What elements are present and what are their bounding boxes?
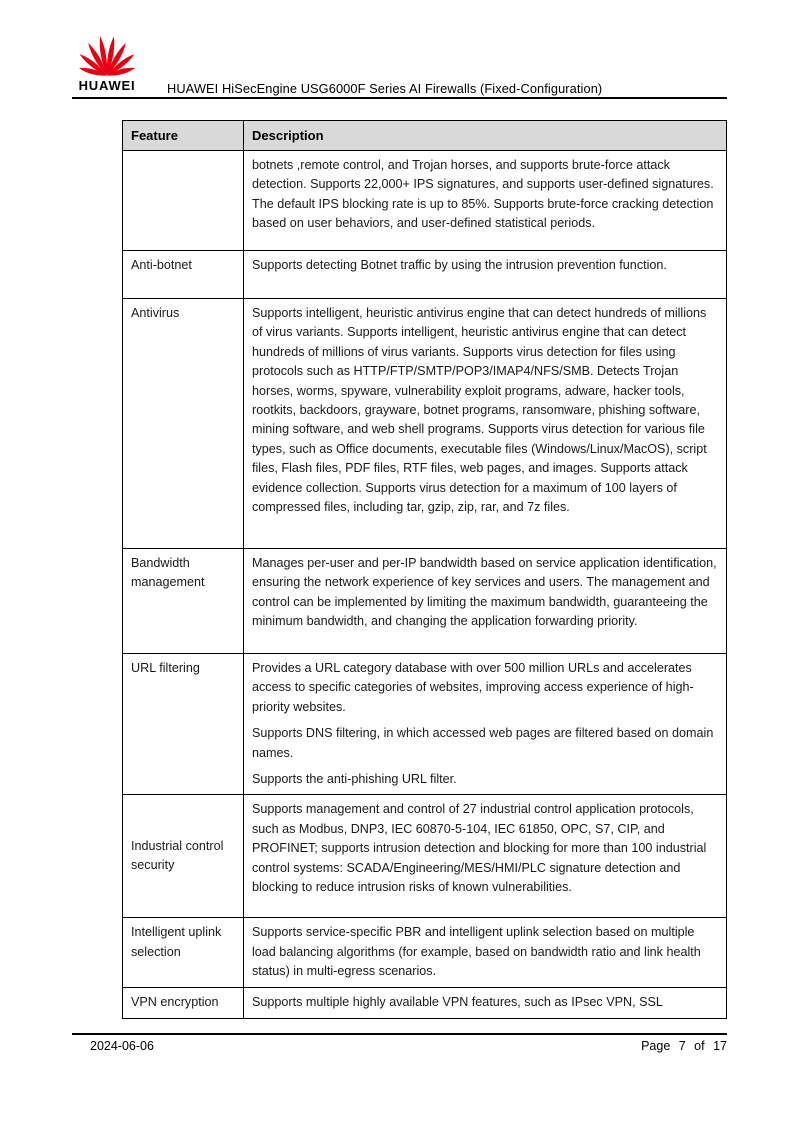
huawei-logo bbox=[75, 33, 139, 92]
feature-cell: Industrial control security bbox=[123, 795, 244, 918]
description-paragraph: Provides a URL category database with over 500 million URLs and accelerates access to specific categories of websites, improving access experience of high-priority websites. bbox=[252, 661, 694, 714]
feature-cell: Anti-botnet bbox=[123, 251, 244, 299]
huawei-logo-text: HUAWEI bbox=[78, 78, 136, 93]
table-body bbox=[123, 151, 727, 1019]
description-cell bbox=[244, 795, 727, 918]
table-row bbox=[123, 795, 727, 918]
table-row bbox=[123, 251, 727, 299]
footer-page-number: Page 7 of 17 bbox=[641, 1039, 727, 1053]
table-row bbox=[123, 549, 727, 654]
description-cell bbox=[244, 654, 727, 795]
description-paragraph: botnets ,remote control, and Trojan horses, and supports brute-force attack detection. Supports 22,000+ IPS signatures, and supports user-defined signatures. The default IPS blocking rate is up to 85%. Supports brute-force cracking detection based on user behaviors, and user-defined statistical periods. bbox=[252, 158, 714, 231]
description-paragraph: Supports multiple highly available VPN features, such as IPsec VPN, SSL bbox=[252, 994, 663, 1009]
description-paragraph: Supports intelligent, heuristic antivirus engine that can detect hundreds of millions of virus variants. Supports intelligent, heuristic antivirus engine that can detect hundreds of millions of virus variants. Supports virus detection for files using protocols such as HTTP/FTP/SMTP/POP3/IMAP4/NFS/SMB. Detects Trojan horses, worms, spyware, vulnerability exploit programs, adware, hacker tools, rootkits, backdoors, grayware, botnet programs, ransomware, phishing software, mining software, and web shell programs. Supports virus detection for various file types, such as Office documents, executable files (Windows/Linux/MacOS), script files, Flash files, PDF files, RTF files, web pages, and images. Supports attack evidence collection. Supports virus detection for a maximum of 100 layers of compressed files, including tar, gzip, zip, rar, and 7z files. bbox=[252, 306, 707, 515]
description-cell bbox=[244, 918, 727, 987]
feature-cell bbox=[123, 151, 244, 251]
table-row bbox=[123, 151, 727, 251]
column-header-description: Description bbox=[244, 121, 727, 151]
feature-cell: Intelligent uplink selection bbox=[123, 918, 244, 987]
huawei-flower-icon bbox=[75, 33, 139, 79]
description-paragraph: Supports DNS filtering, in which accessed web pages are filtered based on domain names. bbox=[252, 726, 714, 760]
description-paragraph: Supports service-specific PBR and intelligent uplink selection based on multiple load balancing algorithms (for example, based on bandwidth ratio and link health status) in multi-egress scenarios. bbox=[252, 925, 701, 979]
table-row bbox=[123, 654, 727, 795]
document-header-title: HUAWEI HiSecEngine USG6000F Series AI Firewalls (Fixed-Configuration) bbox=[167, 81, 603, 96]
feature-cell: VPN encryption bbox=[123, 987, 244, 1018]
header-rule bbox=[72, 97, 727, 99]
table-row bbox=[123, 918, 727, 987]
description-paragraph: Supports management and control of 27 industrial control application protocols, such as Modbus, DNP3, IEC 60870-5-104, IEC 61850, OPC, S7, CIP, and PROFINET; supports intrusion detection and blocking for more than 100 industrial control systems: SCADA/Engineering/MES/HMI/PLC signature detection and blocking to reduce intrusion risks of known vulnerabilities. bbox=[252, 802, 707, 895]
description-paragraph: Supports detecting Botnet traffic by using the intrusion prevention function. bbox=[252, 258, 667, 272]
description-paragraph: Manages per-user and per-IP bandwidth based on service application identification, ensuring the network experience of key services and users. The management and control can be implemented by limiting the maximum bandwidth, guaranteeing the minimum bandwidth, and changing the application forwarding priority. bbox=[252, 556, 717, 629]
description-cell bbox=[244, 151, 727, 251]
table-row bbox=[123, 299, 727, 549]
feature-cell: Antivirus bbox=[123, 299, 244, 549]
description-cell bbox=[244, 251, 727, 299]
footer-rule bbox=[72, 1033, 727, 1035]
feature-description-table bbox=[122, 120, 727, 1019]
description-cell bbox=[244, 299, 727, 549]
description-cell bbox=[244, 549, 727, 654]
footer-date: 2024-06-06 bbox=[90, 1039, 154, 1053]
table-header-row bbox=[123, 121, 727, 151]
description-cell bbox=[244, 987, 727, 1018]
table-row bbox=[123, 987, 727, 1018]
feature-cell: URL filtering bbox=[123, 654, 244, 795]
column-header-feature: Feature bbox=[123, 121, 244, 151]
description-paragraph: Supports the anti-phishing URL filter. bbox=[252, 772, 457, 787]
feature-cell: Bandwidth management bbox=[123, 549, 244, 654]
